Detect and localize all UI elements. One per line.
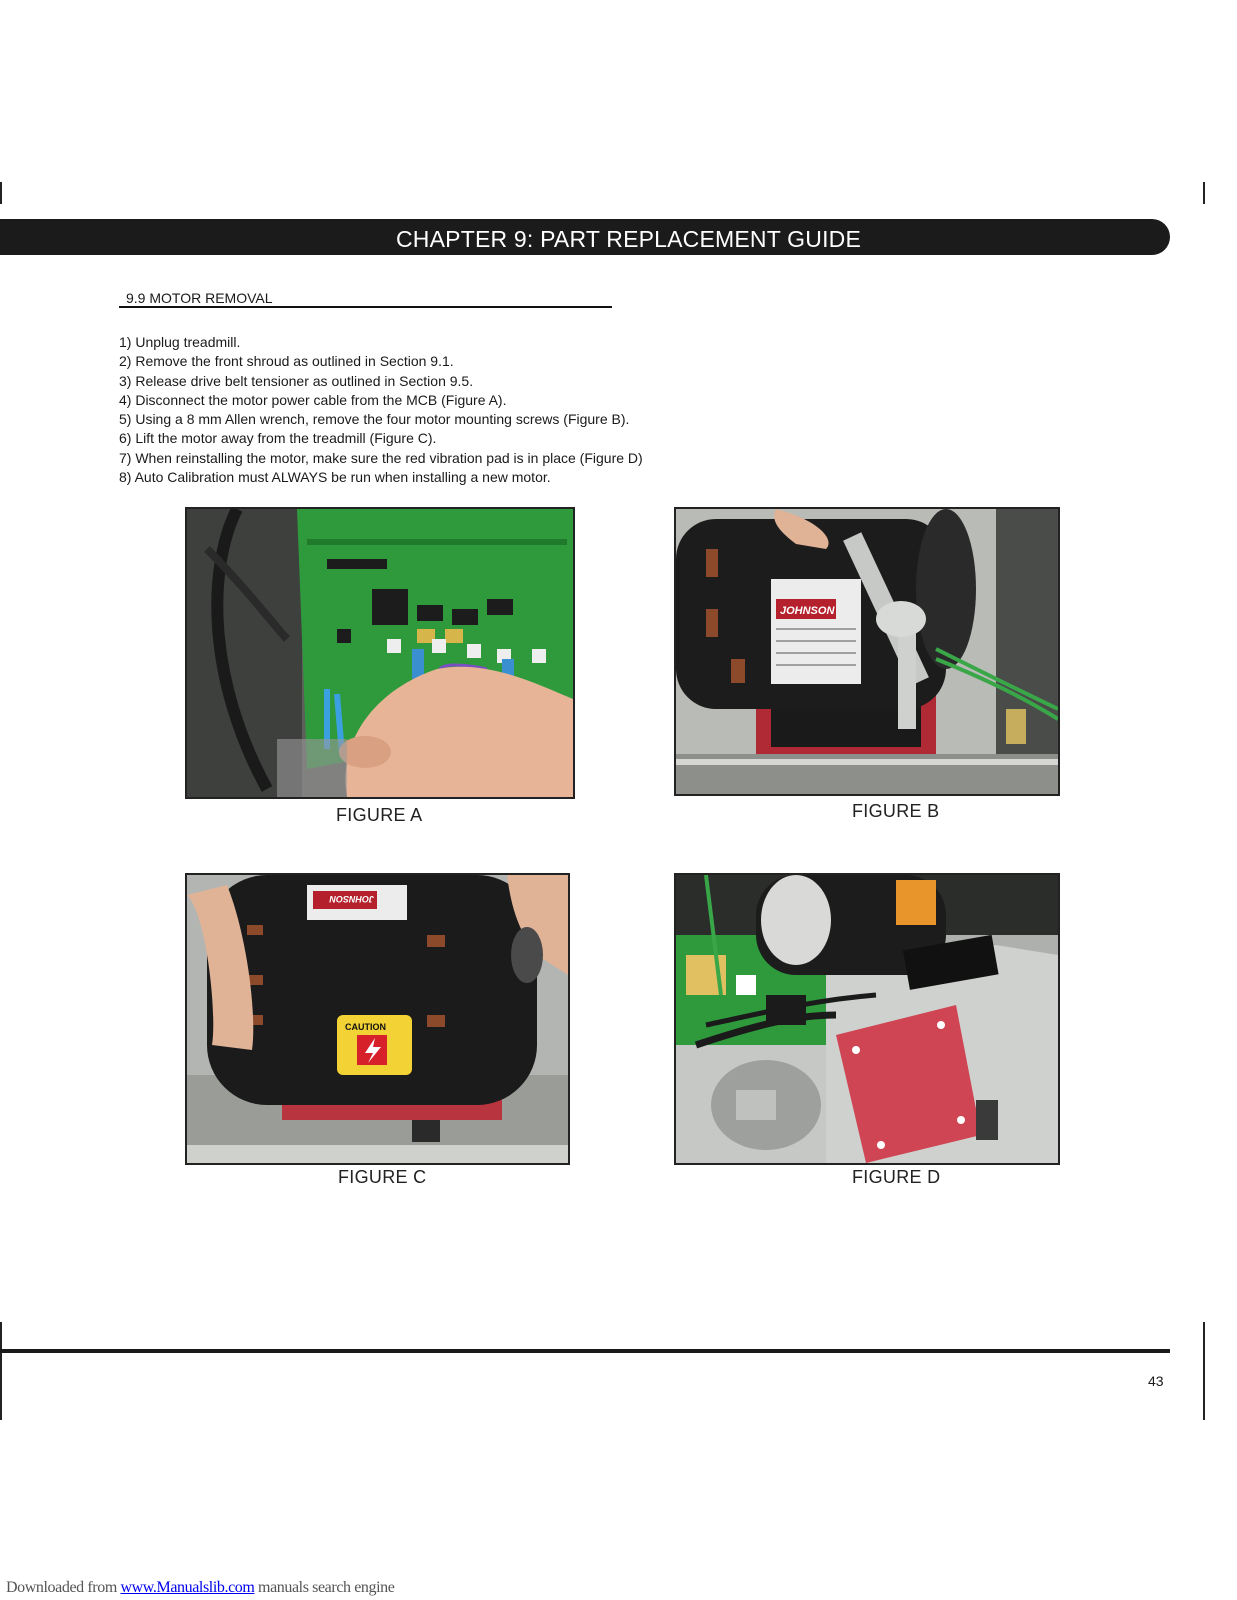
- figure-d-photo: [674, 873, 1060, 1165]
- download-prefix: Downloaded from: [6, 1579, 121, 1596]
- crop-mark: [0, 1322, 2, 1420]
- figure-c-caption: FIGURE C: [338, 1167, 427, 1187]
- procedure-steps: [119, 333, 643, 487]
- section-underline: [119, 306, 612, 308]
- step-item: 7) When reinstalling the motor, make sure the red vibration pad is in place (Figure D): [119, 449, 643, 466]
- figure-c-photo: [185, 873, 570, 1165]
- page-number: 43: [1148, 1373, 1164, 1389]
- johnson-logo-text: JOHNSON: [329, 894, 374, 904]
- figure-b-photo: [674, 507, 1060, 796]
- step-item: 6) Lift the motor away from the treadmill (Figure C).: [119, 430, 437, 447]
- step-item: 3) Release drive belt tensioner as outlined in Section 9.5.: [119, 372, 474, 389]
- step-item: 4) Disconnect the motor power cable from the MCB (Figure A).: [119, 391, 507, 408]
- crop-mark: [1203, 1322, 1205, 1420]
- caution-label-text: CAUTION: [345, 1022, 386, 1032]
- crop-mark: [1203, 182, 1205, 204]
- download-suffix: manuals search engine: [254, 1579, 395, 1596]
- johnson-logo-text: JOHNSON: [780, 605, 835, 617]
- download-notice: [6, 1579, 394, 1597]
- step-item: 8) Auto Calibration must ALWAYS be run when installing a new motor.: [119, 469, 551, 486]
- crop-mark: [0, 182, 2, 204]
- figure-a-photo: [185, 507, 575, 799]
- figure-d-caption: FIGURE D: [852, 1167, 941, 1187]
- figure-b-caption: FIGURE B: [852, 801, 940, 821]
- step-item: 1) Unplug treadmill.: [119, 334, 241, 350]
- figure-a-caption: FIGURE A: [336, 805, 423, 825]
- chapter-title: CHAPTER 9: PART REPLACEMENT GUIDE: [396, 226, 862, 252]
- step-item: 5) Using a 8 mm Allen wrench, remove the four motor mounting screws (Figure B).: [119, 411, 630, 428]
- footer-rule: [0, 1349, 1170, 1353]
- manualslib-link[interactable]: www.Manualslib.com: [120, 1579, 255, 1596]
- step-item: 2) Remove the front shroud as outlined in Section 9.1.: [119, 353, 454, 370]
- section-title: 9.9 MOTOR REMOVAL: [126, 290, 273, 306]
